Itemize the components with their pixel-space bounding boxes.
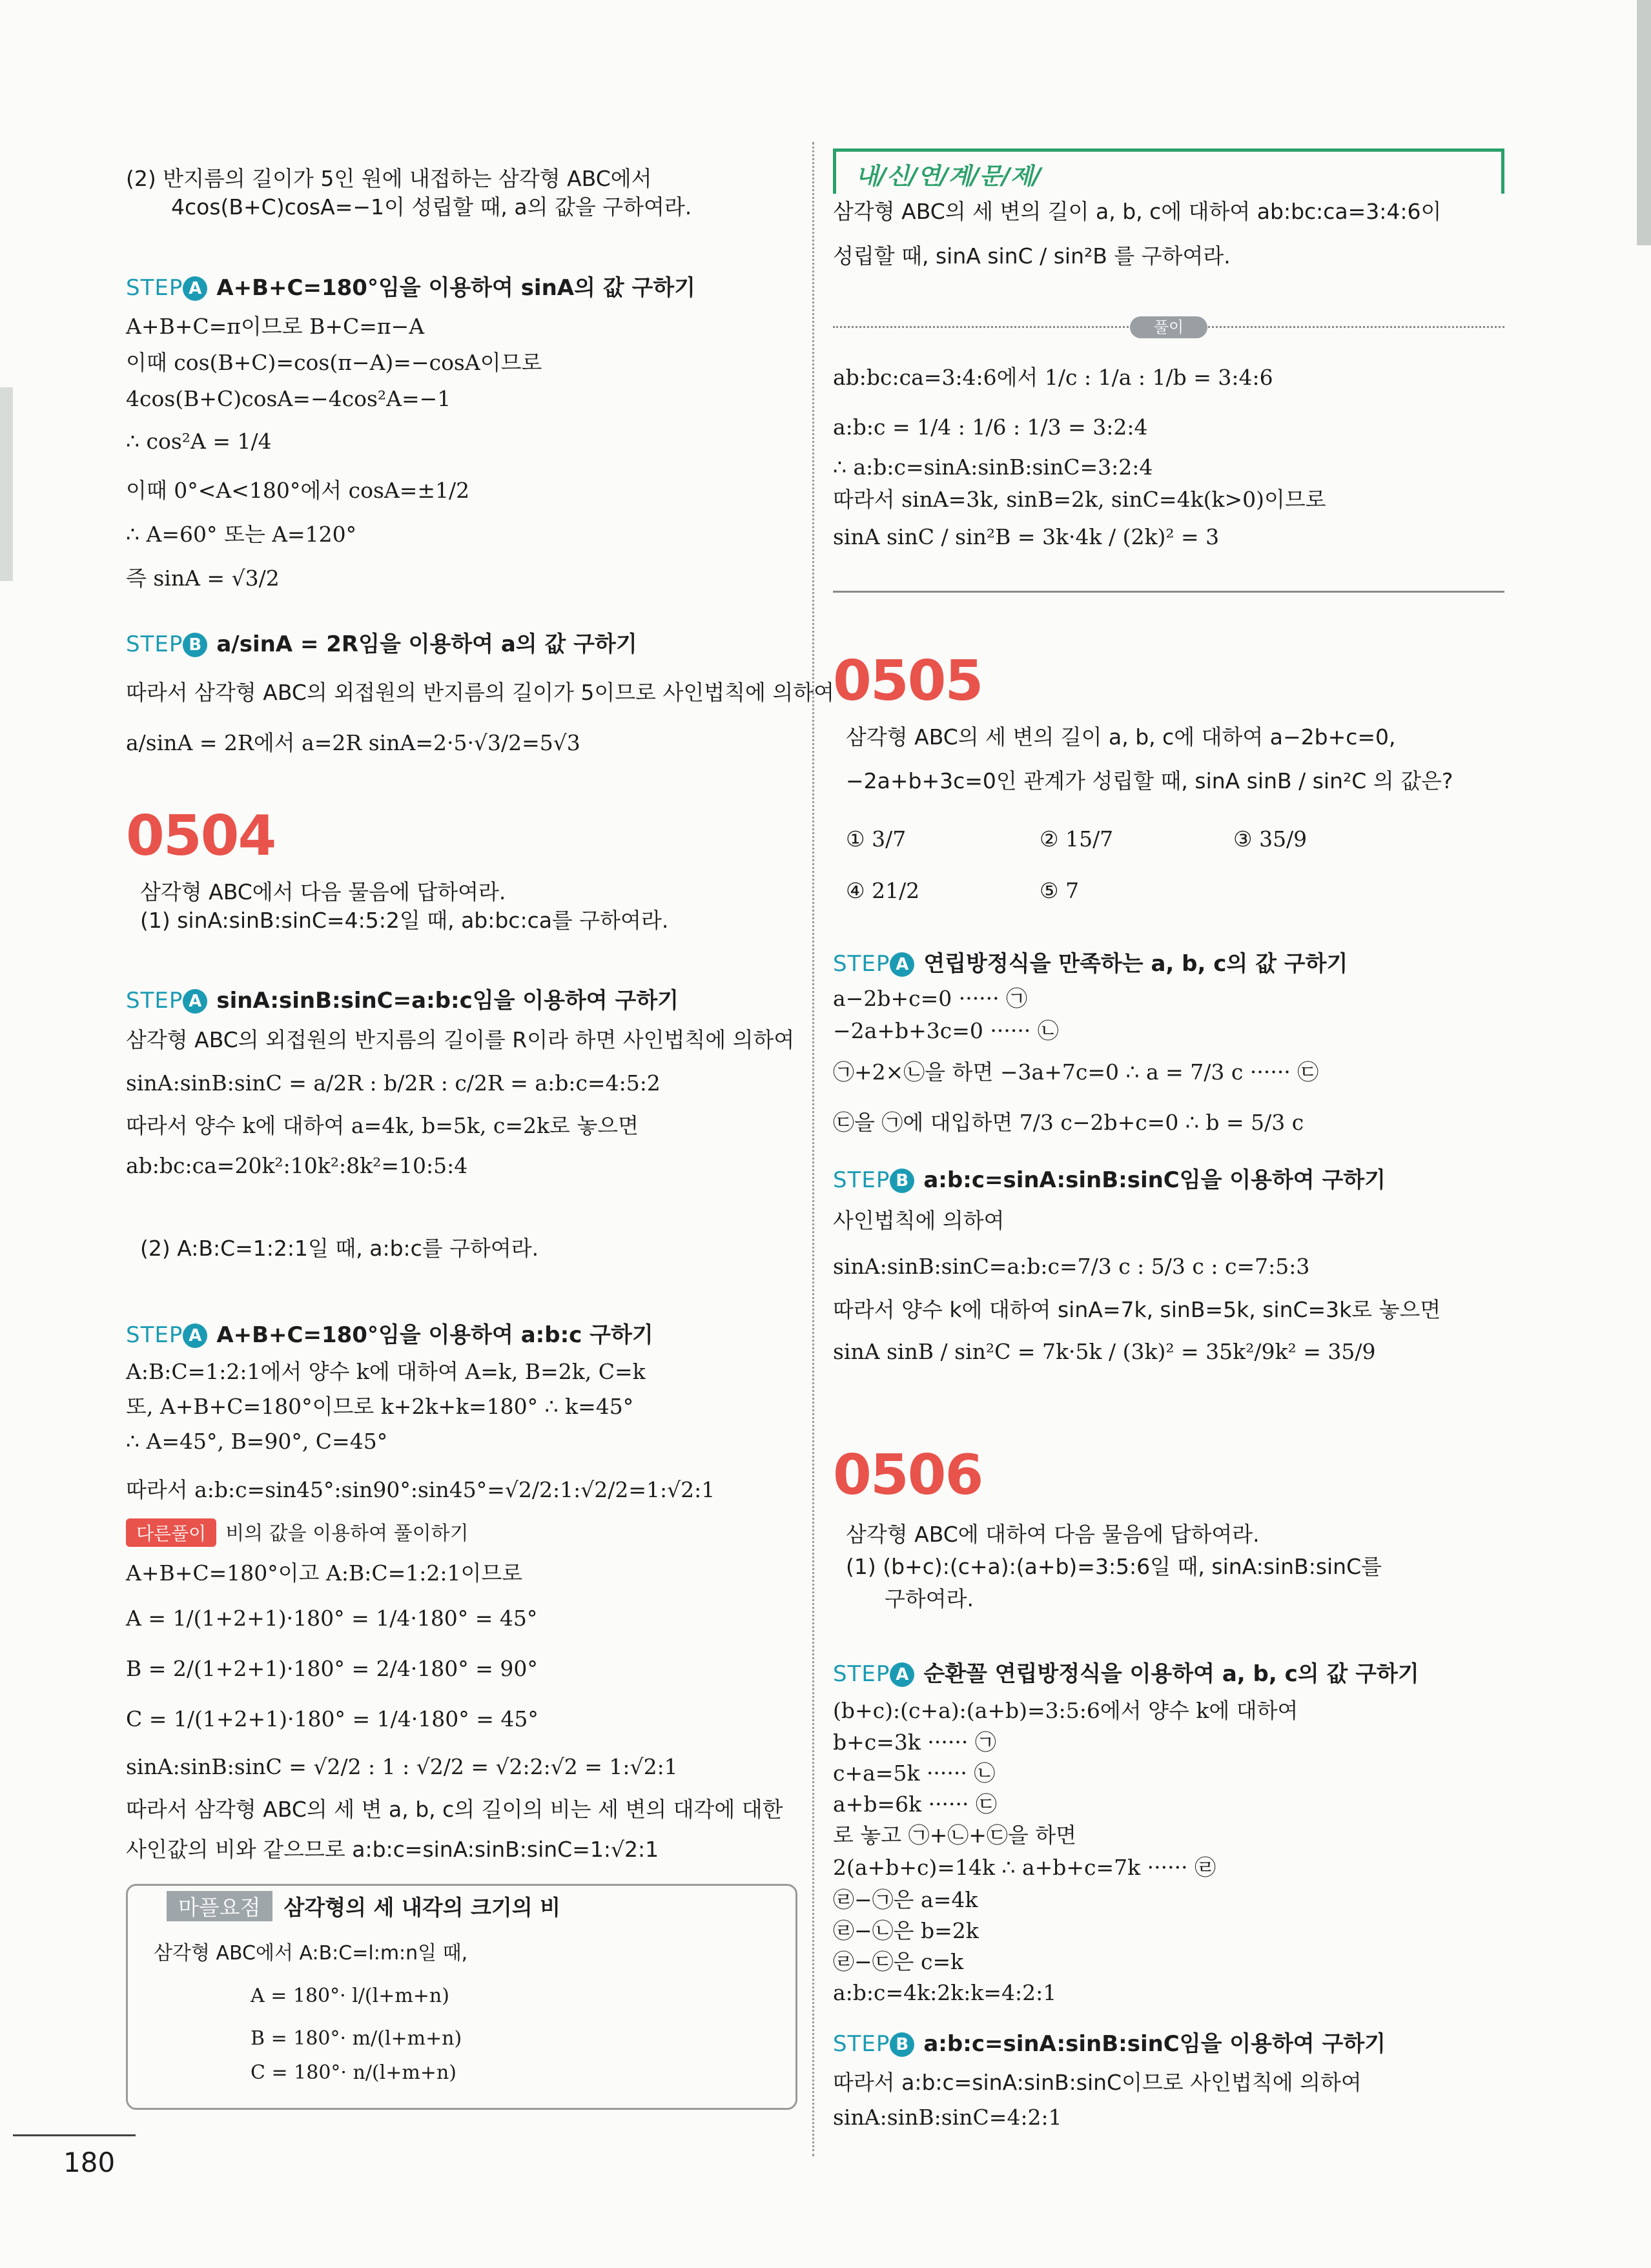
step-a-solution: 삼각형 ABC의 외접원의 반지름의 길이를 R이라 하면 사인법칙에 의하여 sinA:sinB:sinC = a/2R : b/2R : c/2R = a:b:c=4:5:2 따라서 양수 k에 대하여 a=4k, b=5k, c=2k로 놓으면 ab:bc:ca=20k²:10k²:8k²=10:5:4 [126, 1027, 795, 1178]
problem-number-0506: 0506 [833, 1443, 983, 1507]
related-problem-header: 내/신/연/계/문/제/ [833, 148, 1504, 194]
alt-solution: A+B+C=180°이고 A:B:C=1:2:1이므로 A = 1/(1+2+1)·180° = 1/4·180° = 45° B = 2/(1+2+1)·180° = 2/4·180° = 90° C = 1/(1+2+1)·180° = 1/4·180° = 45° sinA:sinB:sinC = √2/2 : 1 : √2/2 = √2:2:√2 = 1:√2:1 따라서 삼각형 ABC의 세 변 a, b, c의 길이의 비는 세 변의 대각에 대한 사인값의 비와 같으므로 a:b:c=sinA:sinB:sinC=1:√2:1 [126, 1560, 783, 1862]
summary-box [126, 1884, 797, 2110]
choice-4[interactable]: ④ 21/2 [846, 878, 920, 903]
related-problem-solution: ab:bc:ca=3:4:6에서 1/c : 1/a : 1/b = 3:4:6 a:b:c = 1/4 : 1/6 : 1/3 = 3:2:4 ∴ a:b:c=sinA:sinB:sinC=3:2:4 따라서 sinA=3k, sinB=2k, sinC=4k(k>0)이므로 sinA sinC / sin²B = 3k·4k / (2k)² = 3 [833, 365, 1326, 549]
question-line: (2) 반지름의 길이가 5인 원에 내접하는 삼각형 ABC에서 [126, 166, 652, 191]
problem-number-0505: 0505 [833, 649, 983, 713]
step-a-heading: STEP A 순환꼴 연립방정식을 이용하여 a, b, c의 값 구하기 [833, 1661, 1419, 1687]
step-b-heading: STEP B a:b:c=sinA:sinB:sinC임을 이용하여 구하기 [833, 1167, 1386, 1193]
problem-0506-question: 삼각형 ABC에 대하여 다음 물음에 답하여라. (1) (b+c):(c+a):(a+b)=3:5:6일 때, sinA:sinB:sinC를 구하여라. [846, 1522, 1382, 1611]
alt-solution-badge: 다른풀이 [126, 1518, 216, 1547]
step-a-heading: STEP A 연립방정식을 만족하는 a, b, c의 값 구하기 [833, 951, 1348, 977]
step-a-solution: a−2b+c=0 ······ ㉠ −2a+b+3c=0 ······ ㉡ ㉠+2×㉡을 하면 −3a+7c=0 ∴ a = 7/3 c ······ ㉢ ㉢을 ㉠에 대입하면 7/3 c−2b+c=0 ∴ b = 5/3 c [833, 986, 1319, 1135]
edge-tab-marker [1637, 0, 1651, 245]
step-a-heading: STEP A A+B+C=180°임을 이용하여 a:b:c 구하기 [126, 1322, 653, 1348]
question-line: 4cos(B+C)cosA=−1이 성립할 때, a의 값을 구하여라. [171, 194, 692, 220]
step-a-solution: A+B+C=π이므로 B+C=π−A 이때 cos(B+C)=cos(π−A)=−cosA이므로 4cos(B+C)cosA=−4cos²A=−1 ∴ cos²A = 1/4 이때 0°<A<180°에서 cosA=±1/2 ∴ A=60° 또는 A=120° 즉 sinA = √3/2 [126, 314, 542, 591]
choice-1[interactable]: ① 3/7 [846, 826, 907, 852]
answer-choices [833, 820, 1504, 930]
summary-title: 마플요점 삼각형의 세 내각의 크기의 비 [167, 1891, 560, 1921]
step-a-solution: A:B:C=1:2:1에서 양수 k에 대하여 A=k, B=2k, C=k 또, A+B+C=180°이므로 k+2k+k=180° ∴ k=45° ∴ A=45°, B=90°, C=45° 따라서 a:b:c=sin45°:sin90°:sin45°=√2/2:1:√2/2=1:√2:1 [126, 1359, 715, 1502]
problem-0505-question: 삼각형 ABC의 세 변의 길이 a, b, c에 대하여 a−2b+c=0, −2a+b+3c=0인 관계가 성립할 때, sinA sinB / sin²C 의 값은? [846, 724, 1453, 793]
summary-body: 삼각형 ABC에서 A:B:C=l:m:n일 때, A = 180°· l/(l+m+n) B = 180°· m/(l+m+n) C = 180°· n/(l+m+n) [154, 1942, 468, 2084]
step-b-heading: STEP B a/sinA = 2R임을 이용하여 a의 값 구하기 [126, 631, 637, 657]
choice-5[interactable]: ⑤ 7 [1040, 878, 1080, 903]
step-b-solution: 따라서 삼각형 ABC의 외접원의 반지름의 길이가 5이므로 사인법칙에 의하여 a/sinA = 2R에서 a=2R sinA=2·5·√3/2=5√3 [126, 680, 835, 755]
column-divider [812, 142, 814, 2156]
step-b-circle: B [183, 633, 207, 657]
related-problem-question: 삼각형 ABC의 세 변의 길이 a, b, c에 대하여 ab:bc:ca=3:4:6이 성립할 때, sinA sinC / sin²B 를 구하여라. [833, 199, 1442, 269]
problem-0504-question: 삼각형 ABC에서 다음 물음에 답하여라. (1) sinA:sinB:sinC=4:5:2일 때, ab:bc:ca를 구하여라. [140, 879, 669, 933]
alt-solution-heading: 다른풀이 비의 값을 이용하여 풀이하기 [126, 1517, 797, 1547]
choice-3[interactable]: ③ 35/9 [1233, 826, 1307, 852]
step-b-solution: 따라서 a:b:c=sinA:sinB:sinC이므로 사인법칙에 의하여 sinA:sinB:sinC=4:2:1 [833, 2070, 1362, 2130]
step-a-heading: STEP A sinA:sinB:sinC=a:b:c임을 이용하여 구하기 [126, 988, 679, 1014]
problem-number-0504: 0504 [126, 804, 276, 868]
choice-2[interactable]: ② 15/7 [1040, 826, 1114, 852]
step-a-heading: STEP A A+B+C=180°임을 이용하여 sinA의 값 구하기 [126, 275, 696, 301]
section-rule [833, 591, 1504, 593]
page-number: 180 [63, 2147, 116, 2178]
step-a-solution: (b+c):(c+a):(a+b)=3:5:6에서 양수 k에 대하여 b+c=3k ······ ㉠ c+a=5k ······ ㉡ a+b=6k ······ ㉢ 로 놓고 ㉠+㉡+㉢을 하면 2(a+b+c)=14k ∴ a+b+c=7k ······ ㉣ ㉣−㉠은 a=4k ㉣−㉡은 b=2k ㉣−㉢은 c=k a:b:c=4k:2k:k=4:2:1 [833, 1698, 1298, 2005]
step-b-solution: 사인법칙에 의하여 sinA:sinB:sinC=a:b:c=7/3 c : 5/3 c : c=7:5:3 따라서 양수 k에 대하여 sinA=7k, sinB=5k, sinC=3k로 놓으면 sinA sinB / sin²C = 7k·5k / (3k)² = 35k²/9k² = 35/9 [833, 1208, 1441, 1364]
solution-label: 풀이 [1130, 316, 1207, 338]
summary-badge: 마플요점 [167, 1891, 272, 1921]
step-a-circle: A [183, 276, 207, 301]
problem-0504-part2: (2) A:B:C=1:2:1일 때, a:b:c를 구하여라. [140, 1236, 539, 1261]
side-chapter-marker [0, 387, 13, 581]
problem-0503-part2 [126, 165, 797, 221]
step-b-heading: STEP B a:b:c=sinA:sinB:sinC임을 이용하여 구하기 [833, 2031, 1386, 2057]
footer-rule [13, 2134, 136, 2136]
